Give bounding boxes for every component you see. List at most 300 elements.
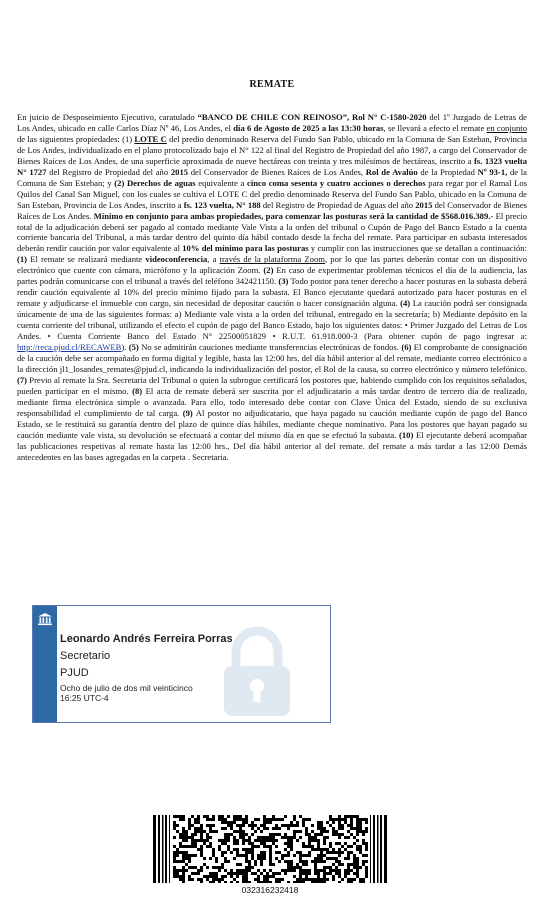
barcode-module — [242, 854, 245, 857]
barcode-module — [356, 860, 359, 863]
electronic-signature-box — [32, 605, 331, 723]
barcode-module — [200, 836, 203, 839]
barcode-module — [212, 815, 215, 818]
barcode-module — [278, 881, 281, 883]
barcode-module — [242, 878, 245, 881]
barcode-module — [335, 869, 338, 872]
barcode-module — [251, 851, 254, 854]
barcode-module — [317, 845, 320, 848]
barcode-module — [293, 836, 296, 839]
barcode-module — [242, 830, 245, 833]
barcode-module — [365, 854, 368, 857]
barcode-module — [182, 818, 185, 821]
barcode-module — [308, 878, 311, 881]
barcode-module — [359, 827, 362, 830]
barcode-module — [281, 818, 284, 821]
barcode-module — [224, 869, 227, 872]
barcode-module — [242, 875, 245, 878]
barcode-module — [212, 824, 215, 827]
barcode-module — [269, 869, 272, 872]
barcode-module — [359, 881, 362, 883]
barcode-module — [176, 824, 179, 827]
barcode-module — [317, 848, 320, 851]
barcode-module — [245, 833, 248, 836]
barcode-module — [296, 866, 299, 869]
barcode-module — [269, 863, 272, 866]
barcode-module — [347, 866, 350, 869]
barcode-module — [263, 857, 266, 860]
barcode-module — [200, 830, 203, 833]
barcode-module — [353, 815, 356, 818]
barcode-module — [362, 860, 365, 863]
barcode-module — [308, 842, 311, 845]
barcode-module — [218, 869, 221, 872]
barcode-module — [251, 833, 254, 836]
barcode-module — [200, 824, 203, 827]
barcode-module — [191, 824, 194, 827]
barcode-module — [317, 827, 320, 830]
signature-date: Ocho de julio de dos mil veinticinco — [60, 683, 193, 693]
barcode-module — [194, 842, 197, 845]
barcode-module — [251, 824, 254, 827]
barcode-module — [332, 863, 335, 866]
barcode-module — [245, 869, 248, 872]
text-segment: , a — [207, 254, 220, 265]
barcode-module — [362, 878, 365, 881]
barcode-module — [320, 833, 323, 836]
item-number: (6) — [401, 342, 412, 353]
barcode-module — [299, 866, 302, 869]
auction-date: día 6 de Agosto de 2025 a las 13:30 horas — [233, 122, 384, 133]
barcode-module — [311, 830, 314, 833]
barcode-module — [365, 827, 368, 830]
barcode-module — [263, 815, 266, 818]
barcode-module — [197, 821, 200, 824]
barcode-module — [233, 872, 236, 875]
text-segment: Todo postor para tener derecho a hacer posturas en la subasta deberá rendir caución equivalente al 10% del precio mínimo fijado para la subasta. El Banco ejecutante quedará autorizado para hacer posturas en el remate y adjudicarse el inmueble con cargo, sin necesidad de depositar caución o hacer consignación alguna. — [17, 276, 527, 309]
barcode-module — [338, 824, 341, 827]
barcode-module — [173, 821, 176, 824]
barcode-module — [212, 854, 215, 857]
barcode-module — [275, 833, 278, 836]
barcode-module — [215, 830, 218, 833]
barcode-module — [347, 869, 350, 872]
barcode-module — [248, 836, 251, 839]
barcode-module — [206, 833, 209, 836]
barcode-module — [332, 869, 335, 872]
barcode-module — [188, 836, 191, 839]
barcode-module — [359, 845, 362, 848]
barcode-module — [260, 881, 263, 883]
barcode-module — [248, 851, 251, 854]
barcode-module — [353, 836, 356, 839]
barcode-module — [284, 848, 287, 851]
barcode-module — [317, 878, 320, 881]
barcode-module — [356, 848, 359, 851]
text-segment: La caución podrá ser consignada únicamente de una de las siguientes formas: a) Mediante vale vista a la orden del tribunal, entregado en la secretaría; b) Mediante depósito en la cuenta corriente del tribunal, utilizando el efecto el cupón de pago del Banco Estado, bajo los siguientes datos: • Primer Juzgado del Letras de Los Andes. • Cuenta Corriente Banco del Estado N° 22500051829 • R.U.T. 61.918.000-3 (Para obtener cupón de pago ingresar a: — [17, 298, 527, 342]
barcode-module — [323, 848, 326, 851]
barcode-module — [299, 869, 302, 872]
barcode-module — [245, 857, 248, 860]
barcode-module — [221, 827, 224, 830]
barcode-module — [353, 860, 356, 863]
barcode-module — [284, 836, 287, 839]
barcode-module — [365, 818, 368, 821]
barcode-module — [347, 815, 350, 818]
barcode-module — [344, 821, 347, 824]
barcode-module — [329, 842, 332, 845]
barcode-module — [314, 860, 317, 863]
signature-timestamp — [60, 683, 193, 703]
barcode-module — [227, 821, 230, 824]
barcode-module — [260, 851, 263, 854]
barcode-module — [362, 833, 365, 836]
barcode-module — [233, 815, 236, 818]
barcode-module — [329, 857, 332, 860]
barcode-module — [248, 866, 251, 869]
barcode-module — [248, 848, 251, 851]
barcode-module — [347, 851, 350, 854]
barcode-module — [173, 836, 176, 839]
barcode-module — [329, 869, 332, 872]
barcode-module — [179, 833, 182, 836]
case-caption: “BANCO DE CHILE CON REINOSO”, Rol N° C-1580-2020 — [197, 112, 427, 122]
barcode-module — [245, 875, 248, 878]
barcode-module — [344, 869, 347, 872]
barcode-module — [248, 860, 251, 863]
barcode-module — [182, 845, 185, 848]
barcode-module — [347, 872, 350, 875]
text-segment: El remate se realizará mediante — [27, 254, 146, 265]
barcode-module — [245, 815, 248, 818]
barcode-module — [272, 872, 275, 875]
barcode-module — [212, 881, 215, 883]
barcode-guard-bar — [165, 815, 167, 883]
barcode-module — [200, 854, 203, 857]
barcode-module — [350, 845, 353, 848]
water-inscription-ref: fs. 123 vuelta, N° 188 — [183, 199, 261, 210]
barcode-module — [278, 827, 281, 830]
barcode-module — [308, 818, 311, 821]
barcode-module — [269, 860, 272, 863]
barcode-module — [239, 836, 242, 839]
barcode-module — [290, 863, 293, 866]
barcode-module — [299, 872, 302, 875]
barcode-module — [245, 854, 248, 857]
barcode-module — [272, 839, 275, 842]
barcode-module — [293, 818, 296, 821]
barcode-module — [230, 875, 233, 878]
barcode-module — [353, 878, 356, 881]
barcode-module — [218, 818, 221, 821]
barcode-module — [191, 842, 194, 845]
barcode-module — [275, 827, 278, 830]
barcode-module — [299, 815, 302, 818]
barcode-module — [200, 881, 203, 883]
barcode-module — [209, 818, 212, 821]
barcode-module — [239, 854, 242, 857]
barcode-module — [263, 839, 266, 842]
barcode-module — [191, 836, 194, 839]
barcode-module — [254, 878, 257, 881]
barcode-module — [278, 818, 281, 821]
barcode-module — [263, 824, 266, 827]
text-segment: ). — [121, 342, 129, 353]
recaweb-link[interactable]: http://reca.pjud.cl/RECAWEB — [17, 342, 122, 353]
barcode-module — [284, 860, 287, 863]
barcode-module — [233, 830, 236, 833]
text-segment: , por lo que las partes deberán contar con un dispositivo electrónico que cuente con cámara, micrófono y la aplicación Zoom. — [17, 254, 527, 276]
barcode-module — [344, 848, 347, 851]
barcode-module — [308, 854, 311, 857]
barcode-module — [344, 872, 347, 875]
barcode-module — [320, 860, 323, 863]
barcode-module — [290, 860, 293, 863]
barcode-module — [263, 827, 266, 830]
barcode-module — [335, 860, 338, 863]
barcode-module — [221, 839, 224, 842]
barcode-module — [287, 869, 290, 872]
barcode-module — [218, 881, 221, 883]
barcode-module — [269, 821, 272, 824]
barcode-module — [236, 875, 239, 878]
barcode-module — [182, 875, 185, 878]
barcode-module — [227, 833, 230, 836]
barcode-module — [296, 851, 299, 854]
barcode-module — [176, 869, 179, 872]
barcode-module — [305, 830, 308, 833]
barcode-module — [305, 818, 308, 821]
barcode-module — [299, 875, 302, 878]
barcode-module — [248, 839, 251, 842]
barcode-module — [203, 830, 206, 833]
barcode-guard-bar — [377, 815, 379, 883]
barcode-module — [221, 842, 224, 845]
barcode-module — [191, 815, 194, 818]
barcode-module — [344, 857, 347, 860]
barcode-module — [299, 836, 302, 839]
text-segment: de la Comuna de San Esteban; y — [17, 166, 527, 188]
barcode-module — [344, 875, 347, 878]
text-segment: El ejecutante deberá acompañar las publicaciones respetivas al remate hasta las 12:00 hrs., Del día hábil anterior al del remate. del remate a más tardar a las 12:00 Demás antecedentes en las bases agregadas en la carpeta . Secretaria. — [17, 429, 527, 462]
barcode-module — [224, 881, 227, 883]
barcode-module — [278, 860, 281, 863]
barcode-module — [194, 821, 197, 824]
barcode-module — [341, 851, 344, 854]
item-number: (4) — [400, 298, 411, 309]
barcode-module — [194, 854, 197, 857]
barcode-module — [209, 875, 212, 878]
barcode-module — [320, 878, 323, 881]
barcode-module — [245, 821, 248, 824]
guarantee-percent: 10% del mínimo para las posturas — [182, 243, 309, 254]
barcode-module — [176, 851, 179, 854]
barcode-module — [341, 827, 344, 830]
barcode-module — [236, 881, 239, 883]
barcode-module — [275, 878, 278, 881]
barcode-module — [257, 839, 260, 842]
barcode-module — [185, 857, 188, 860]
barcode-module — [245, 866, 248, 869]
barcode-module — [248, 824, 251, 827]
barcode-module — [341, 863, 344, 866]
barcode-module — [314, 836, 317, 839]
barcode-module — [263, 881, 266, 883]
barcode-module — [365, 860, 368, 863]
barcode-module — [233, 836, 236, 839]
text-segment: Previo al remate la Sra. Secretaria del Tribunal o quien la subrogue certificará los postores que, habiendo cumplido con los requisitos señalados, pueden participar en el mismo. — [17, 374, 527, 396]
barcode-module — [302, 881, 305, 883]
barcode-module — [185, 839, 188, 842]
barcode-module — [260, 839, 263, 842]
text-segment: del Registro de Propiedad del año — [46, 166, 171, 177]
barcode-module — [296, 878, 299, 881]
barcode-module — [266, 839, 269, 842]
barcode-module — [203, 815, 206, 818]
barcode-module — [218, 848, 221, 851]
barcode-module — [332, 875, 335, 878]
barcode-module — [236, 872, 239, 875]
barcode-module — [251, 854, 254, 857]
barcode-module — [296, 863, 299, 866]
item-number: (10) — [399, 429, 414, 440]
barcode-module — [305, 878, 308, 881]
barcode-module — [347, 857, 350, 860]
barcode-module — [359, 821, 362, 824]
barcode-module — [356, 845, 359, 848]
barcode-module — [239, 818, 242, 821]
barcode-module — [320, 869, 323, 872]
barcode-module — [209, 830, 212, 833]
barcode-module — [194, 845, 197, 848]
barcode-module — [242, 821, 245, 824]
barcode-module — [272, 815, 275, 818]
barcode-module — [200, 866, 203, 869]
barcode-module — [326, 821, 329, 824]
barcode-module — [233, 857, 236, 860]
barcode-module — [353, 872, 356, 875]
barcode-module — [194, 830, 197, 833]
barcode-module — [284, 824, 287, 827]
barcode-module — [293, 824, 296, 827]
barcode-module — [347, 878, 350, 881]
barcode-module — [221, 866, 224, 869]
barcode-module — [338, 833, 341, 836]
barcode-module — [209, 857, 212, 860]
barcode-module — [341, 845, 344, 848]
barcode-module — [350, 827, 353, 830]
barcode-module — [275, 824, 278, 827]
barcode-module — [215, 857, 218, 860]
barcode-module — [218, 815, 221, 818]
barcode-module — [230, 821, 233, 824]
barcode-module — [302, 842, 305, 845]
barcode-module — [236, 824, 239, 827]
barcode-module — [251, 821, 254, 824]
barcode-module — [332, 833, 335, 836]
barcode-module — [326, 857, 329, 860]
barcode-module — [335, 872, 338, 875]
barcode-module — [338, 821, 341, 824]
barcode-module — [296, 824, 299, 827]
barcode-module — [344, 836, 347, 839]
barcode-module — [257, 827, 260, 830]
water-year-ref: 2015 — [415, 199, 433, 210]
barcode-module — [221, 818, 224, 821]
water-rights-label: (2) Derechos de aguas — [114, 177, 196, 188]
barcode-module — [287, 842, 290, 845]
barcode-module — [308, 872, 311, 875]
barcode-module — [209, 836, 212, 839]
barcode-module — [323, 842, 326, 845]
barcode-module — [260, 830, 263, 833]
barcode-module — [185, 863, 188, 866]
barcode-module — [293, 869, 296, 872]
barcode-module — [362, 818, 365, 821]
barcode-module — [224, 851, 227, 854]
barcode-module — [182, 860, 185, 863]
barcode-module — [320, 854, 323, 857]
barcode-module — [314, 833, 317, 836]
barcode-module — [326, 872, 329, 875]
barcode-module — [188, 857, 191, 860]
barcode-module — [179, 842, 182, 845]
barcode-module — [350, 824, 353, 827]
barcode-module — [260, 860, 263, 863]
barcode-module — [284, 869, 287, 872]
barcode-module — [305, 833, 308, 836]
barcode-guard-bar — [153, 815, 156, 883]
barcode-module — [281, 824, 284, 827]
barcode-module — [248, 842, 251, 845]
barcode-module — [242, 836, 245, 839]
barcode-module — [263, 878, 266, 881]
barcode-module — [212, 851, 215, 854]
barcode-module — [239, 830, 242, 833]
barcode-module — [242, 818, 245, 821]
barcode-module — [290, 869, 293, 872]
barcode-module — [179, 845, 182, 848]
barcode-module — [302, 818, 305, 821]
barcode-module — [260, 836, 263, 839]
text-segment: Al postor no adjudicatario, que haya pagado su caución mediante cupón de pago del Banco Estado, se le restituirá su garantía dentro del plazo de quince días hábiles, mediante cheque nominativo. Para los postores que hayan pagado su caución mediante vale vista, su devolución se efectuará a contar del mismo día en que se efectuó la subasta. — [17, 407, 527, 440]
barcode-module — [290, 824, 293, 827]
barcode-module — [317, 821, 320, 824]
barcode-module — [188, 854, 191, 857]
barcode-module — [263, 875, 266, 878]
barcode-module — [179, 818, 182, 821]
barcode-module — [299, 881, 302, 883]
text-segment: del predio denominado Reserva del Fundo San Pablo, ubicado en la Comuna de San Esteban, Provincia de Los Andes, individualizado en el plano protocolizado bajo el N° 122 al final del Registro de Propiedad del año 1987, a cargo del Conservador de Bienes Raíces de Los Andes, de una superficie aproximada de nueve hectáreas con treinta y tres milésimos de hectáreas, inscrito a — [17, 133, 527, 166]
barcode-module — [332, 830, 335, 833]
barcode-module — [329, 872, 332, 875]
barcode-module — [284, 854, 287, 857]
barcode-module — [254, 824, 257, 827]
barcode-module — [254, 839, 257, 842]
barcode-module — [224, 818, 227, 821]
barcode-module — [239, 824, 242, 827]
barcode-module — [314, 863, 317, 866]
barcode-module — [332, 827, 335, 830]
barcode-module — [272, 875, 275, 878]
barcode-module — [239, 872, 242, 875]
barcode-module — [338, 863, 341, 866]
barcode-module — [266, 845, 269, 848]
barcode-module — [188, 818, 191, 821]
barcode-module — [278, 872, 281, 875]
barcode-module — [197, 818, 200, 821]
text-segment: del 1º Juzgado de Letras de Los Andes, ubicado en calle Carlos Díaz Nº 46, Los Andes, el — [17, 112, 527, 133]
